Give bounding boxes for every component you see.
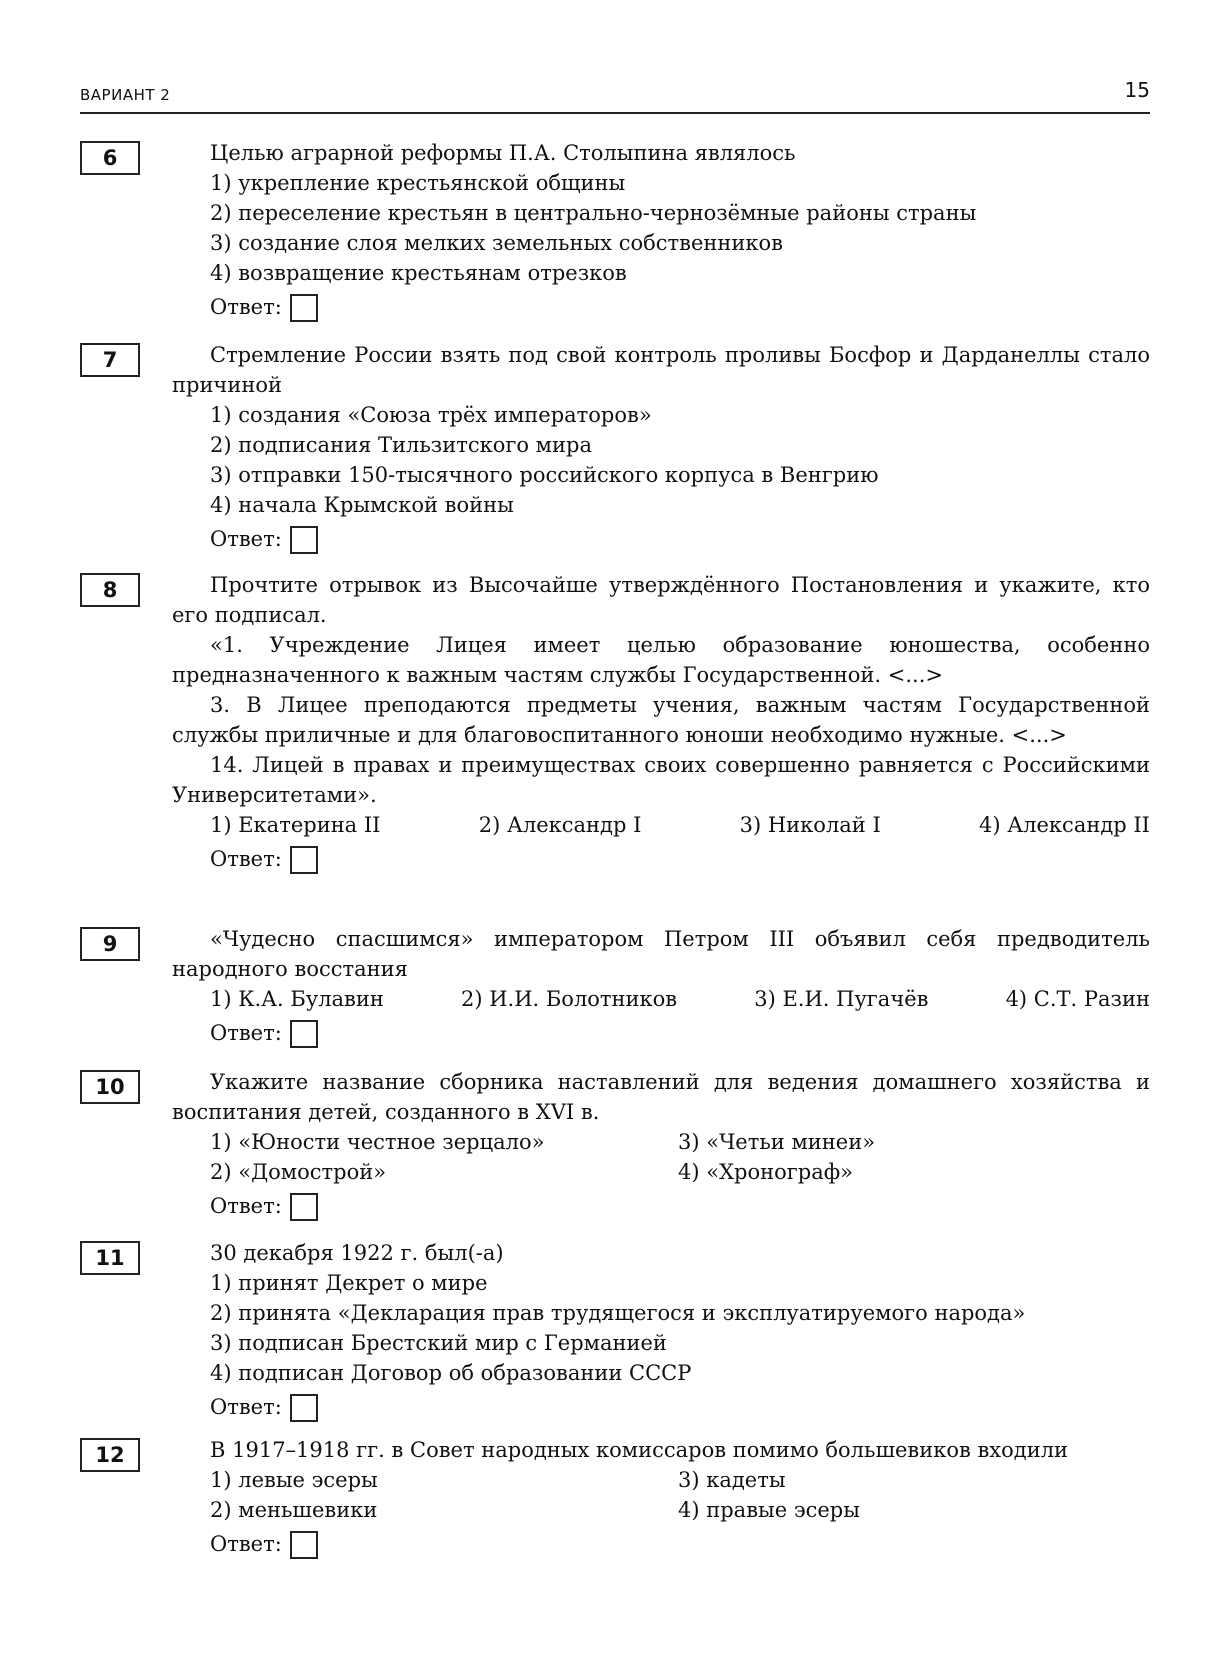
answer-option: 1) укрепление крестьянской общины xyxy=(210,171,626,195)
answer-option: 4) «Хронограф» xyxy=(678,1160,854,1184)
source-quote: 14. Лицей в правах и преимуществах своих совершенно равняется с Российскими Университетами». xyxy=(172,753,1150,807)
answer-box[interactable] xyxy=(290,1394,318,1422)
answer-box[interactable] xyxy=(290,526,318,554)
task-number: 11 xyxy=(80,1241,140,1275)
task-number: 9 xyxy=(80,927,140,961)
answer-option: 3) кадеты xyxy=(678,1468,786,1492)
answer-option: 1) левые эсеры xyxy=(210,1468,378,1492)
answer-box[interactable] xyxy=(290,1193,318,1221)
answer-row xyxy=(172,1018,1150,1048)
source-quote: 3. В Лицее преподаются предметы учения, важным частям Государственной службы приличные и для благовоспитанного юноши необходимо нужные. <...> xyxy=(172,693,1150,747)
answer-option: 2) принята «Декларация прав трудящегося и эксплуатируемого народа» xyxy=(210,1301,1026,1325)
answer-option: 2) переселение крестьян в центрально-чернозёмные районы страны xyxy=(210,201,977,225)
page-header xyxy=(80,68,1150,114)
answer-label: Ответ: xyxy=(210,295,282,319)
answer-option: 4) возвращение крестьянам отрезков xyxy=(210,261,627,285)
answer-option: 3) подписан Брестский мир с Германией xyxy=(210,1331,667,1355)
question-text: Целью аграрной реформы П.А. Столыпина являлось xyxy=(210,141,796,165)
answer-option: 2) «Домострой» xyxy=(210,1160,387,1184)
question-text: Прочтите отрывок из Высочайше утверждённого Постановления и укажите, кто его подписал. xyxy=(172,573,1150,627)
answer-label: Ответ: xyxy=(210,527,282,551)
variant-label: ВАРИАНТ 2 xyxy=(80,86,171,104)
options-grid xyxy=(172,1465,1150,1525)
task-number: 7 xyxy=(80,343,140,377)
task-number: 8 xyxy=(80,573,140,607)
answer-row xyxy=(172,524,1150,554)
source-quote: «1. Учреждение Лицея имеет целью образование юношества, особенно предназначенного к важным частям службы Государственной. <...> xyxy=(172,633,1150,687)
answer-label: Ответ: xyxy=(210,847,282,871)
answer-option: 4) Александр II xyxy=(979,813,1150,837)
answer-option: 2) И.И. Болотников xyxy=(460,987,678,1011)
answer-option: 2) подписания Тильзитского мира xyxy=(210,433,592,457)
task-number: 12 xyxy=(80,1438,140,1472)
answer-label: Ответ: xyxy=(210,1194,282,1218)
answer-label: Ответ: xyxy=(210,1021,282,1045)
answer-option: 4) подписан Договор об образовании СССР xyxy=(210,1361,692,1385)
answer-option: 1) «Юности честное зерцало» xyxy=(210,1130,545,1154)
answer-option: 3) Е.И. Пугачёв xyxy=(754,987,929,1011)
question-text: 30 декабря 1922 г. был(-а) xyxy=(210,1241,504,1265)
answer-option: 4) начала Крымской войны xyxy=(210,493,514,517)
answer-option: 2) меньшевики xyxy=(210,1498,378,1522)
answer-label: Ответ: xyxy=(210,1532,282,1556)
answer-row xyxy=(172,1191,1150,1221)
question-text: «Чудесно спасшимся» императором Петром III объявил себя предводитель народного восстания xyxy=(172,927,1150,981)
answer-row xyxy=(172,1529,1150,1559)
answer-row xyxy=(172,844,1150,874)
answer-row xyxy=(172,1392,1150,1422)
question-text: В 1917–1918 гг. в Совет народных комиссаров помимо большевиков входили xyxy=(210,1438,1069,1462)
question-text: Стремление России взять под свой контроль проливы Босфор и Дарданеллы стало причиной xyxy=(172,343,1150,397)
answer-option: 3) Николай I xyxy=(739,813,881,837)
answer-option: 3) создание слоя мелких земельных собственников xyxy=(210,231,783,255)
task-number: 10 xyxy=(80,1070,140,1104)
answer-option: 3) отправки 150-тысячного российского корпуса в Венгрию xyxy=(210,463,879,487)
task-number: 6 xyxy=(80,141,140,175)
answer-box[interactable] xyxy=(290,846,318,874)
options-grid xyxy=(172,1127,1150,1187)
answer-option: 1) Екатерина II xyxy=(210,813,381,837)
answer-box[interactable] xyxy=(290,1020,318,1048)
answer-option: 1) создания «Союза трёх императоров» xyxy=(210,403,652,427)
options-row xyxy=(172,810,1150,840)
answer-row xyxy=(172,292,1150,322)
answer-option: 4) правые эсеры xyxy=(678,1498,860,1522)
answer-label: Ответ: xyxy=(210,1395,282,1419)
answer-option: 2) Александр I xyxy=(478,813,642,837)
answer-option: 3) «Четьи минеи» xyxy=(678,1130,876,1154)
question-text: Укажите название сборника наставлений для ведения домашнего хозяйства и воспитания детей, созданного в XVI в. xyxy=(172,1070,1150,1124)
options-row xyxy=(172,984,1150,1014)
answer-option: 4) С.Т. Разин xyxy=(1005,987,1150,1011)
answer-option: 1) К.А. Булавин xyxy=(210,987,384,1011)
page-number: 15 xyxy=(1124,78,1150,102)
answer-box[interactable] xyxy=(290,1531,318,1559)
answer-option: 1) принят Декрет о мире xyxy=(210,1271,488,1295)
answer-box[interactable] xyxy=(290,294,318,322)
